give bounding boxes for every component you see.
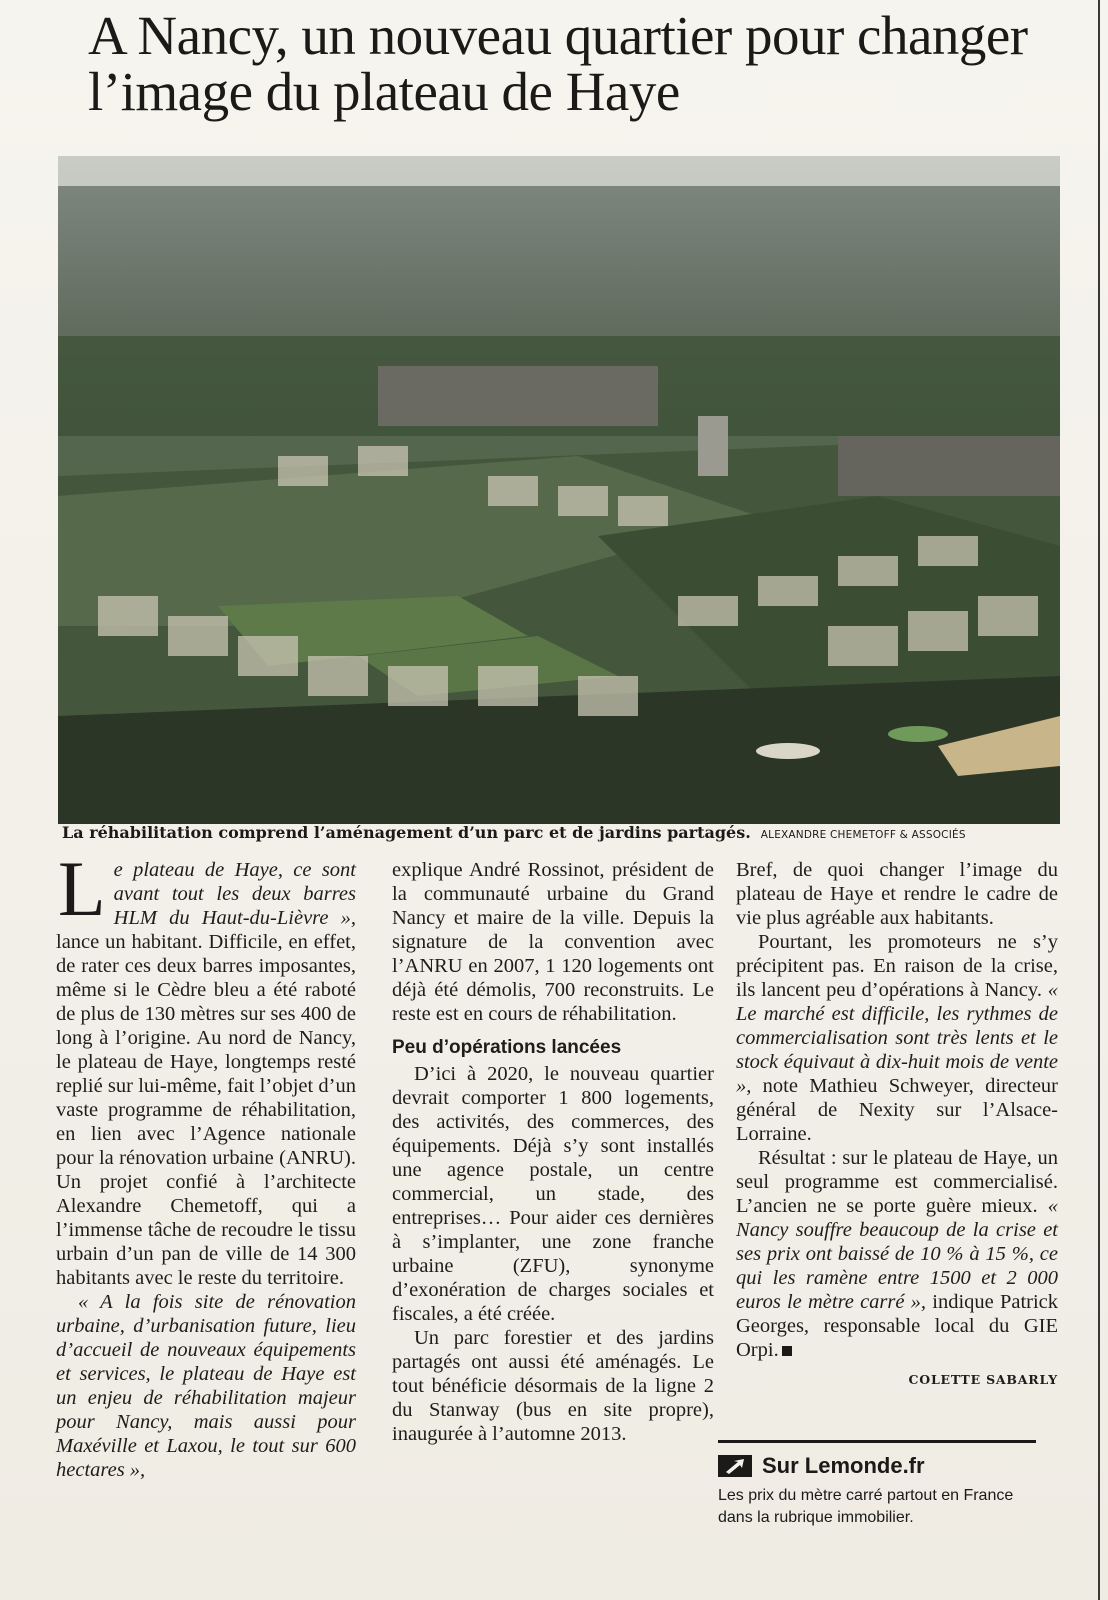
rossinot-quote: « A la fois site de rénovation urbaine, d’urbanisation future, lieu d’accueil de nouveaux équipements et services, le plateau de Haye est un enjeu de réhabilitation majeur pour Nancy, mais aussi pour Maxéville et Laxou, le tout sur 600 hectares »,: [56, 1291, 356, 1481]
aerial-photo: [58, 156, 1060, 824]
paragraph-2-text: explique André Rossinot, président de la communauté urbaine du Grand Nancy et maire de la ville. Depuis la signature de la convention avec l’ANRU en 2007, 1 120 logements ont déjà été démolis, 700 reconstruits. Le reste est en cours de réhabilitation.: [392, 859, 714, 1025]
photo-caption: [62, 822, 1062, 846]
paragraph-3: D’ici à 2020, le nouveau quartier devrait comporter 1 800 logements, des activités, des commerces, des équipements. Déjà s’y sont installés une agence postale, un centre commercial, un stade, des entreprises… Pour aider ces dernières à s’implanter, une zone franche urbaine (ZFU), synonyme d’exonération de charges sociales et fiscales, a été créée.: [392, 1063, 714, 1325]
paragraph-6-lead: Pourtant, les promoteurs ne s’y précipitent pas. En raison de la crise, ils lancent peu d’opérations à Nancy.: [736, 931, 1058, 1001]
paragraph-4: Un parc forestier et des jardins partagés ont aussi été aménagés. Le tout bénéficie désormais de la ligne 2 du Stanway (bus en site propre), inaugurée à l’automne 2013.: [392, 1327, 714, 1445]
promo-text: Les prix du mètre carré partout en France dans la rubrique immobilier.: [718, 1487, 1014, 1526]
paragraph-7-text: indique Patrick Georges, responsable local du GIE Orpi.: [736, 1291, 1059, 1361]
headline: A Nancy, un nouveau quartier pour changer l’image du plateau de Haye: [88, 5, 1028, 122]
paragraph-1: [56, 845, 356, 1290]
end-mark: [782, 1346, 792, 1356]
subheading: Peu d’opérations lancées: [392, 1037, 622, 1058]
paragraph-2-continued: [392, 858, 714, 1026]
paragraph-7: [736, 1146, 1058, 1362]
paragraph-6-text: note Mathieu Schweyer, directeur général de Nexity sur l’Alsace-Lorraine.: [736, 1075, 1058, 1145]
caption-text: La réhabilitation comprend l’aménagement d’un parc et de jardins partagés.: [62, 823, 751, 842]
drop-cap: L: [58, 845, 106, 932]
photo-credit: ALEXANDRE CHEMETOFF & ASSOCIÉS: [760, 829, 966, 841]
lemonde-promo[interactable]: [718, 1440, 1036, 1529]
georges-quote: « Nancy souffre beaucoup de la crise et ses prix ont baissé de 10 % à 15 %, ce qui les ramène entre 1500 et 2 000 euros le mètre carré »,: [736, 1195, 1058, 1313]
article-column-3: [736, 858, 1058, 1392]
paragraph-5: Bref, de quoi changer l’image du plateau de Haye et rendre le cadre de vie plus agréable aux habitants.: [736, 859, 1058, 929]
promo-header: [718, 1453, 1036, 1479]
paragraph-7-lead: Résultat : sur le plateau de Haye, un seul programme est commercialisé. L’ancien ne se porte guère mieux.: [736, 1147, 1058, 1217]
promo-title[interactable]: Sur Lemonde.fr: [762, 1453, 925, 1478]
opening-quote: e plateau de Haye, ce sont avant tout les deux barres HLM du Haut-du-Lièvre »,: [113, 859, 356, 929]
author-signature: COLETTE SABARLY: [908, 1372, 1058, 1387]
paragraph-6: [736, 930, 1058, 1146]
schweyer-quote: « Le marché est difficile, les rythmes de commercialisation sont très lents et le stock équivaut à dix-huit mois de vente »,: [736, 979, 1058, 1097]
article-column-2: [392, 858, 714, 1446]
article-column-1: [56, 845, 356, 1482]
paragraph-2: [56, 1290, 356, 1482]
paragraph-1-text: lance un habitant. Difficile, en effet, de rater ces deux barres imposantes, même si le Cèdre bleu a été raboté de plus de 130 mètres sur ses 400 de long à l’origine. Au nord de Nancy, le plateau de Haye, longtemps resté replié sur lui-même, fait l’objet d’un vaste programme de réhabilitation, en lien avec l’Agence nationale pour la rénovation urbaine (ANRU). Un projet confié à l’architecte Alexandre Chemetoff, qui a l’immense tâche de recoudre le tissu urbain d’un pan de ville de 14 300 habitants avec le reste du territoire.: [56, 931, 356, 1289]
column-divider: [1098, 0, 1100, 1600]
arrow-icon: [718, 1455, 752, 1477]
